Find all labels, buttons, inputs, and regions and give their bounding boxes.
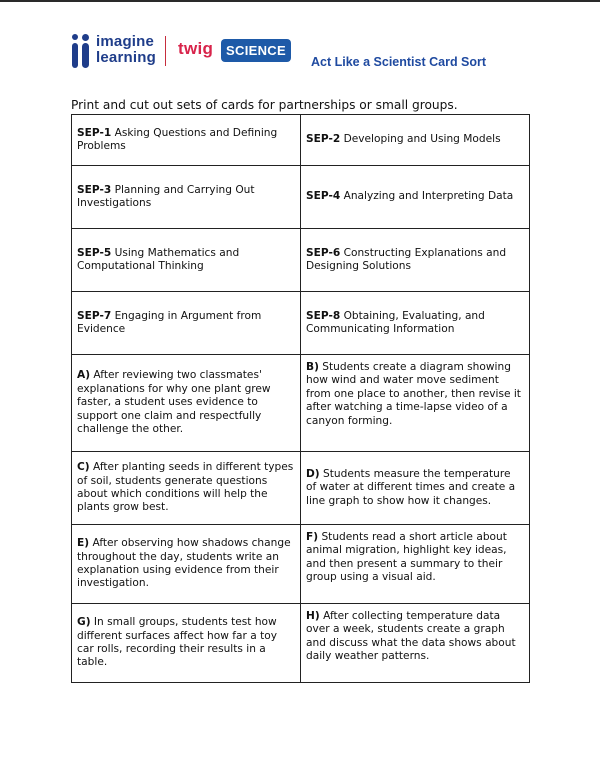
card-code: H): [306, 610, 320, 622]
table-row: [72, 115, 530, 166]
card-code: E): [77, 537, 90, 550]
card-code: SEP-2: [306, 133, 341, 146]
card-sep-8: [301, 292, 530, 355]
card-code: SEP-4: [306, 190, 341, 203]
card-code: SEP-8: [306, 309, 341, 322]
imagine-learning-wordmark: [96, 34, 156, 66]
card-code: B): [306, 361, 319, 373]
imagine-learning-logo-icon: [72, 34, 92, 68]
card-text: Asking Questions and Defining Problems: [77, 126, 278, 152]
table-row: [72, 229, 530, 292]
card-text: Developing and Using Models: [340, 133, 501, 146]
card-text: Obtaining, Evaluating, and Communicating Information: [306, 309, 485, 335]
card-scenario-h: [301, 604, 530, 683]
logo-line-2: learning: [96, 49, 156, 66]
card-text: Students read a short article about animal migration, highlight key ideas, and then present a summary to their group using a visual aid.: [306, 531, 507, 584]
card-scenario-c: [72, 452, 301, 525]
table-row: [72, 292, 530, 355]
card-code: SEP-6: [306, 246, 341, 259]
card-scenario-g: [72, 604, 301, 683]
table-row: [72, 166, 530, 229]
card-scenario-f: [301, 525, 530, 604]
logo-line-1: imagine: [96, 33, 155, 50]
card-text: Analyzing and Interpreting Data: [340, 190, 514, 203]
page-header: [0, 30, 600, 74]
card-sep-5: [72, 229, 301, 292]
card-code: D): [306, 467, 320, 480]
card-scenario-d: [301, 452, 530, 525]
card-sep-3: [72, 166, 301, 229]
document-title: Act Like a Scientist Card Sort: [311, 55, 487, 69]
card-sort-table: [71, 114, 530, 683]
card-text: In small groups, students test how different surfaces affect how far a toy car rolls, recording their results in a table.: [77, 616, 277, 669]
card-sep-1: [72, 115, 301, 166]
card-text: After observing how shadows change throughout the day, students write an explanation using evidence from their investigation.: [77, 537, 291, 590]
table-row: [72, 452, 530, 525]
card-sep-7: [72, 292, 301, 355]
top-border-line: [0, 0, 600, 2]
card-code: SEP-3: [77, 183, 112, 196]
card-sep-2: [301, 115, 530, 166]
card-text: Students measure the temperature of water at different times and create a line graph to show how it changes.: [306, 467, 516, 507]
table-row: [72, 525, 530, 604]
table-row: [72, 604, 530, 683]
table-row: [72, 355, 530, 452]
logo-divider: [165, 36, 166, 66]
card-text: After planting seeds in different types of soil, students generate questions about which conditions will help the plants grow best.: [77, 461, 294, 514]
science-badge: SCIENCE: [221, 39, 291, 62]
card-text: After reviewing two classmates' explanations for why one plant grew faster, a student uses evidence to support one claim and respectfully challenge the other.: [77, 369, 271, 436]
instructions-text: Print and cut out sets of cards for partnerships or small groups.: [71, 98, 458, 112]
card-text: Constructing Explanations and Designing Solutions: [306, 246, 507, 272]
card-code: A): [77, 369, 91, 382]
card-text: Students create a diagram showing how wind and water move sediment from one place to another, then revise it after watching a time-lapse video of a canyon forming.: [306, 361, 521, 427]
card-code: F): [306, 531, 319, 543]
card-code: SEP-1: [77, 126, 112, 139]
card-sep-6: [301, 229, 530, 292]
card-scenario-e: [72, 525, 301, 604]
card-text: Planning and Carrying Out Investigations: [77, 183, 255, 209]
card-text: After collecting temperature data over a week, students create a graph and discuss what the data shows about daily weather patterns.: [306, 610, 516, 663]
card-code: SEP-5: [77, 246, 112, 259]
card-code: C): [77, 461, 90, 474]
card-text: Engaging in Argument from Evidence: [77, 309, 262, 335]
card-sep-4: [301, 166, 530, 229]
twig-wordmark: twig: [178, 39, 214, 58]
card-scenario-b: [301, 355, 530, 452]
card-text: Using Mathematics and Computational Thinking: [77, 246, 240, 272]
card-code: SEP-7: [77, 309, 112, 322]
card-code: G): [77, 616, 91, 629]
card-scenario-a: [72, 355, 301, 452]
